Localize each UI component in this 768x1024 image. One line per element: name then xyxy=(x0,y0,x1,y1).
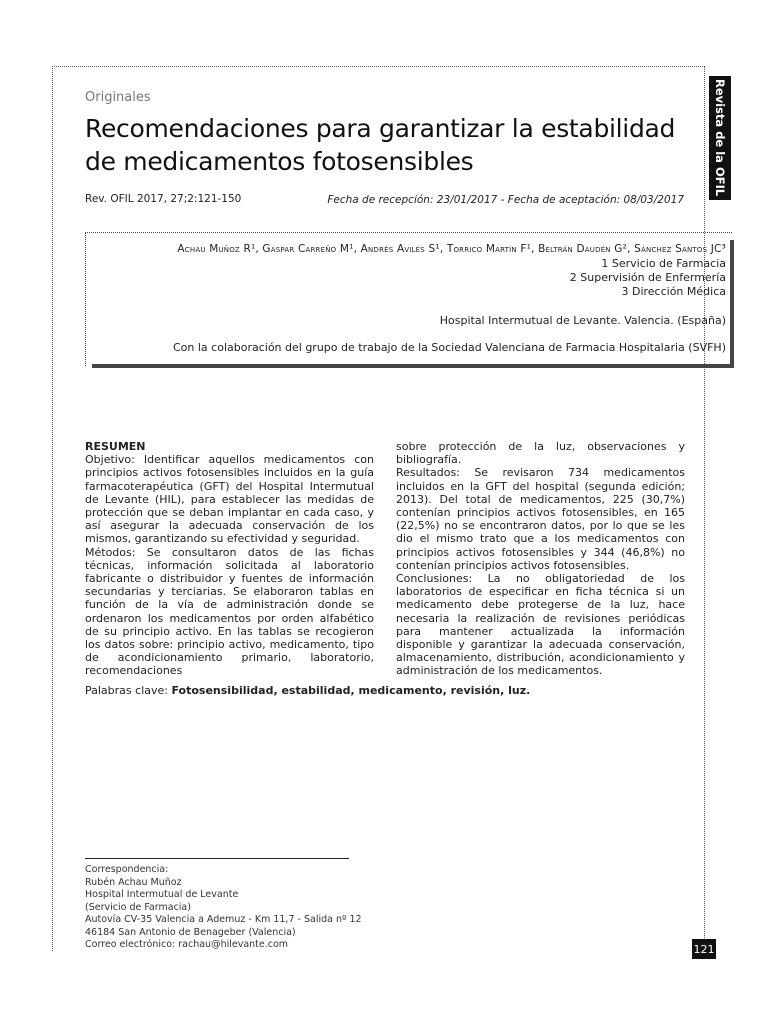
abstract-column-right xyxy=(396,440,685,678)
correspondence-hospital: Hospital Intermutual de Levante xyxy=(85,889,239,900)
author-list: Achau Muñoz R¹, Gaspar Carreño M¹, Andrés Avilés S¹, Torrico Martín F¹, Beltrán Daudén G², Sánchez Santos JC³ xyxy=(177,243,726,255)
page-number: 121 xyxy=(692,939,716,959)
abstract-objective: Objetivo: Identificar aquellos medicamentos con principios activos fotosensibles incluidos en la guía farmacoterapéutica (GFT) del Hospital Intermutual de Levante (HIL), para establecer las medidas de protección que se deban implantar en cada caso, y así asegurar la adecuada conservación de los mismos, garantizando su efectividad y seguridad. xyxy=(85,453,374,546)
journal-side-tab xyxy=(709,76,731,200)
section-label: Originales xyxy=(85,90,151,105)
author-box-shadow-right xyxy=(730,240,734,368)
abstract-column-left xyxy=(85,440,374,678)
correspondence-name: Rubén Achau Muñoz xyxy=(85,876,182,888)
article-title xyxy=(85,112,705,178)
correspondence-department: (Servicio de Farmacia) xyxy=(85,901,191,913)
correspondence-city: 46184 San Antonio de Benageber (Valencia) xyxy=(85,926,296,938)
author-box-shadow-bottom xyxy=(92,364,734,368)
affiliation-3: 3 Dirección Médica xyxy=(621,285,726,298)
keywords-list: Fotosensibilidad, estabilidad, medicamento, revisión, luz. xyxy=(171,683,531,697)
abstract xyxy=(85,440,685,697)
citation: Rev. OFIL 2017, 27;2:121-150 xyxy=(85,193,242,205)
keywords xyxy=(85,684,685,697)
abstract-methods-continued: sobre protección de la luz, observaciones y bibliografía. xyxy=(396,440,685,467)
affiliation-2: 2 Supervisión de Enfermería xyxy=(569,271,726,284)
hospital-affiliation: Hospital Intermutual de Levante. Valencia. (España) xyxy=(439,314,726,327)
journal-side-tab-label: Revista de la OFIL xyxy=(713,79,727,197)
received-accepted-dates: Fecha de recepción: 23/01/2017 - Fecha de aceptación: 08/03/2017 xyxy=(327,194,684,206)
keywords-label: Palabras clave: xyxy=(85,683,172,697)
abstract-conclusions: Conclusiones: La no obligatoriedad de los laboratorios de especificar en ficha técnica si un medicamento debe protegerse de la luz, hace necesaria la realización de revisiones periódicas para mantener actualizada la información disponible y garantizar la adecuada conservación, almacenamiento, distribución, acondicionamiento y administración de los medicamentos. xyxy=(396,572,685,678)
abstract-methods: Métodos: Se consultaron datos de las fichas técnicas, información solicitada al laboratorio fabricante o distribuidor y fuentes de información secundarias y terciarias. Se elaboraron tablas en función de la vía de administración donde se ordenaron los medicamentos por orden alfabético de su principio activo. En las tablas se recogieron los datos sobre: principio activo, medicamento, tipo de acondicionamiento primario, laboratorio, recomendaciones xyxy=(85,545,374,678)
footnote-rule xyxy=(85,858,349,859)
abstract-results: Resultados: Se revisaron 734 medicamentos incluidos en la GFT del hospital (segunda edición; 2013). Del total de medicamentos, 225 (30,7%) contenían principios activos fotosensibles, en 165 (22,5%) no se encontraron datos, por lo que se les dio el mismo trato que a los medicamentos con principios activos fotosensibles y 344 (46,8%) no contenían principios activos fotosensibles. xyxy=(396,466,685,572)
article-title-line-2: de medicamentos fotosensibles xyxy=(85,147,474,176)
correspondence-email: Correo electrónico: rachau@hilevante.com xyxy=(85,939,289,950)
page-frame-right xyxy=(704,66,705,950)
correspondence-address: Autovía CV-35 Valencia a Ademuz - Km 11,7 - Salida nº 12 xyxy=(85,914,362,925)
collaboration-note: Con la colaboración del grupo de trabajo de la Sociedad Valenciana de Farmacia Hospitalaria (SVFH) xyxy=(173,341,726,354)
correspondence-heading: Correspondencia: xyxy=(85,864,169,875)
abstract-heading: RESUMEN xyxy=(85,440,146,453)
affiliation-1: 1 Servicio de Farmacia xyxy=(601,257,726,270)
correspondence-block xyxy=(85,864,362,952)
article-title-line-1: Recomendaciones para garantizar la estabilidad xyxy=(85,114,676,143)
